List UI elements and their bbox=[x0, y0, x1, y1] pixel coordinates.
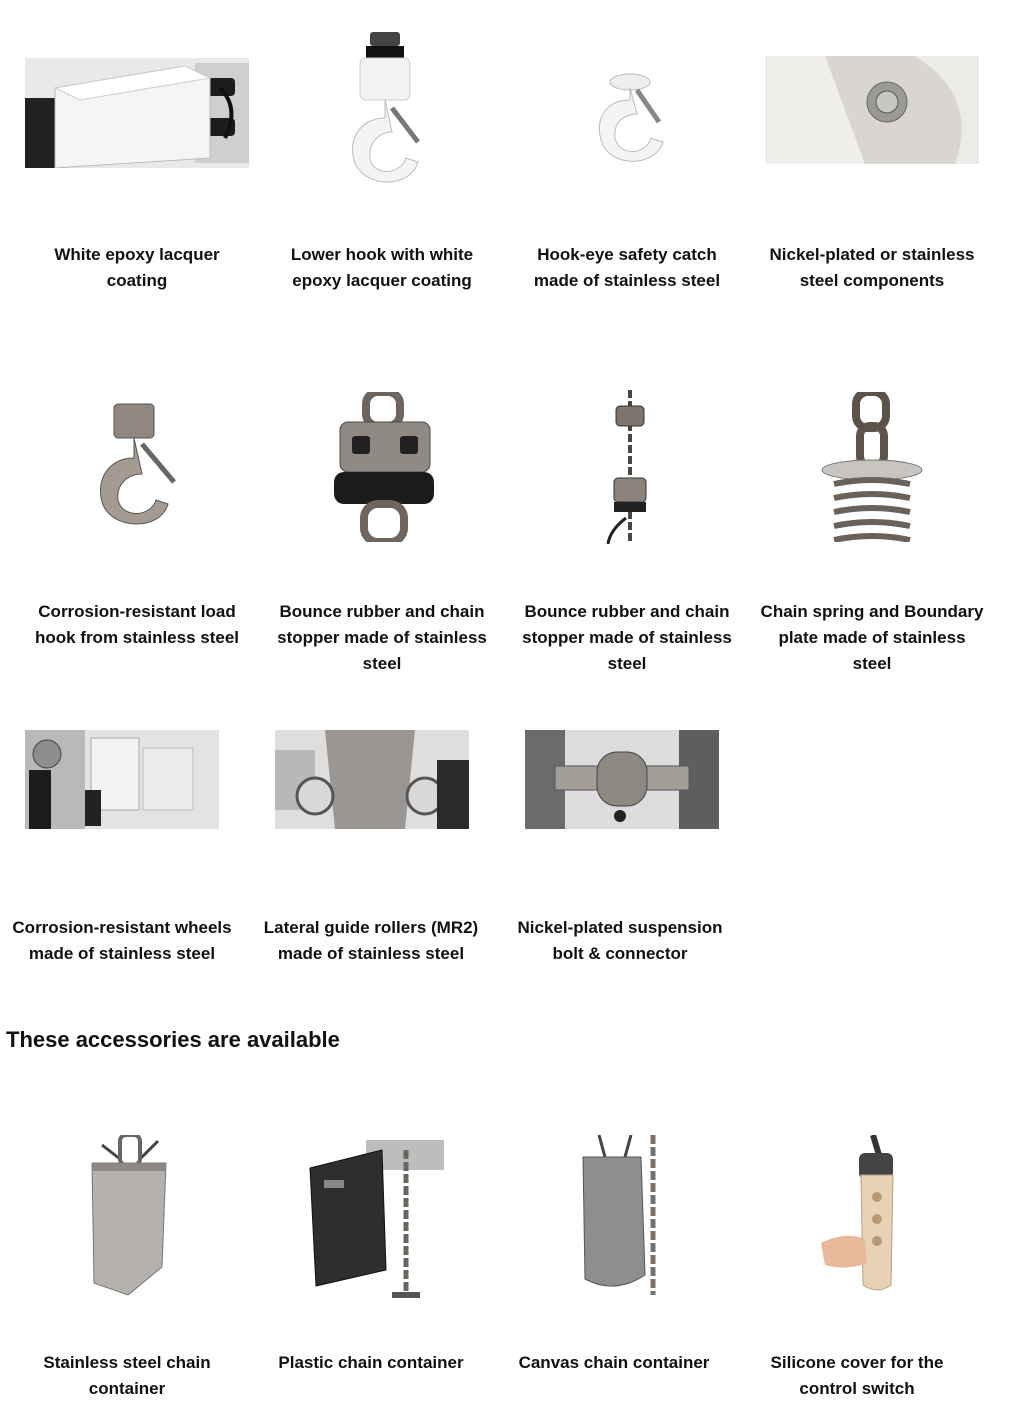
accessories-heading: These accessories are available bbox=[6, 1027, 340, 1052]
accessory-caption: Stainless steel chain container bbox=[43, 1353, 211, 1398]
chain-spring-photo bbox=[820, 392, 924, 542]
chain-stopper-long-photo bbox=[600, 390, 660, 544]
wheels-photo bbox=[25, 730, 219, 829]
chain-stopper-photo bbox=[330, 392, 438, 542]
feature-caption: Bounce rubber and chain stopper made of stainless steel bbox=[277, 602, 487, 673]
plastic-container-photo bbox=[296, 1140, 444, 1300]
accessory-caption: Canvas chain container bbox=[518, 1353, 710, 1372]
white-housing-photo bbox=[25, 58, 249, 168]
steel-container-photo bbox=[80, 1135, 176, 1299]
feature-caption: Hook-eye safety catch made of stainless steel bbox=[533, 245, 721, 290]
white-hook-photo bbox=[330, 30, 440, 190]
feature-caption: White epoxy lacquer coating bbox=[54, 245, 220, 290]
feature-caption: Bounce rubber and chain stopper made of stainless steel bbox=[522, 602, 732, 673]
feature-caption: Corrosion-resistant wheels made of stainless steel bbox=[12, 918, 232, 963]
canvas-container-photo bbox=[575, 1135, 665, 1301]
steel-hook-photo bbox=[92, 400, 184, 532]
feature-caption: Lateral guide rollers (MR2) made of stainless steel bbox=[263, 918, 479, 963]
suspension-bolt-photo bbox=[525, 730, 719, 829]
guide-rollers-photo bbox=[275, 730, 469, 829]
feature-caption: Corrosion-resistant load hook from stainless steel bbox=[34, 602, 240, 647]
nickel-bolt-photo bbox=[765, 56, 979, 164]
accessory-caption: Silicone cover for the control switch bbox=[770, 1353, 944, 1398]
feature-caption: Nickel-plated or stainless steel components bbox=[769, 245, 975, 290]
accessory-caption: Plastic chain container bbox=[278, 1353, 464, 1372]
feature-caption: Nickel-plated suspension bolt & connector bbox=[517, 918, 723, 963]
feature-caption: Lower hook with white epoxy lacquer coating bbox=[290, 245, 474, 290]
feature-caption: Chain spring and Boundary plate made of stainless steel bbox=[760, 602, 984, 673]
control-switch-photo bbox=[815, 1135, 905, 1301]
white-hook-catch-photo bbox=[585, 70, 675, 170]
